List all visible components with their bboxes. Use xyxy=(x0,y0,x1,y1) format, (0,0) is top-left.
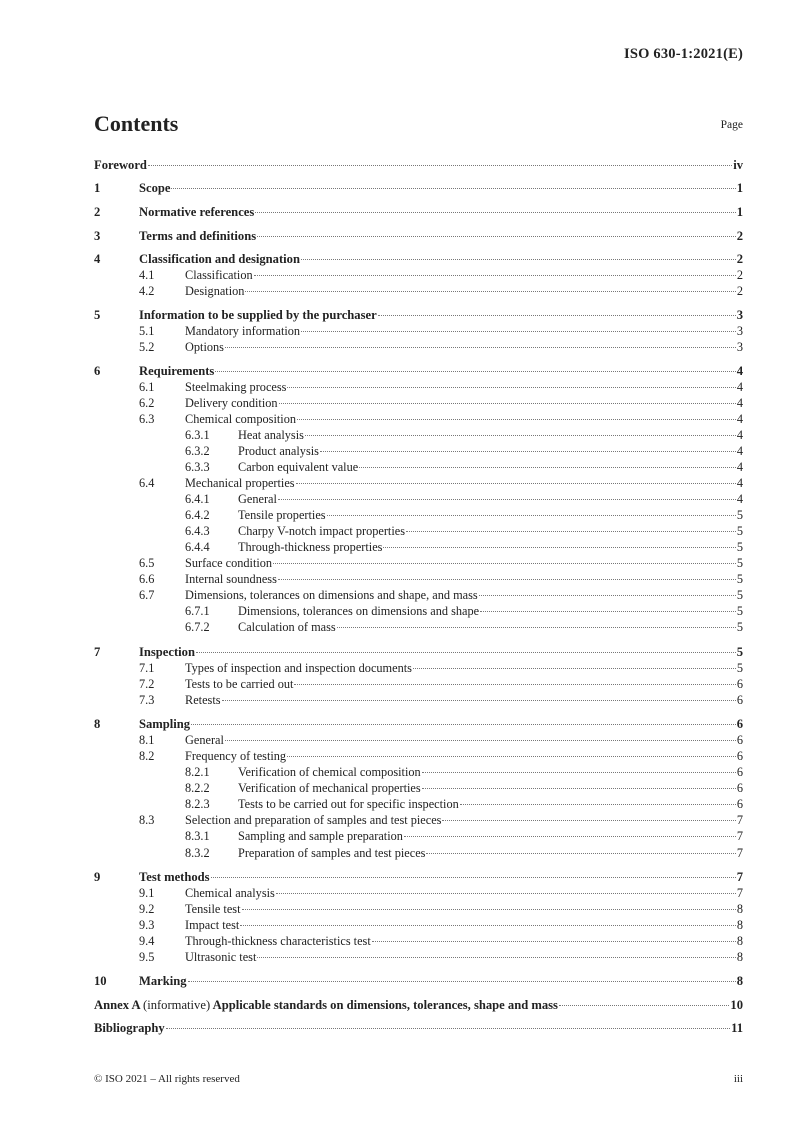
toc-entry[interactable] xyxy=(94,427,743,443)
toc-entry-text: Dimensions, tolerances on dimensions and shape, and mass xyxy=(185,588,478,602)
toc-entry[interactable] xyxy=(94,780,743,796)
toc-section-number: 5 xyxy=(94,308,101,322)
toc-entry[interactable] xyxy=(94,459,743,475)
toc-entry-text: Dimensions, tolerances on dimensions and shape xyxy=(238,604,480,618)
toc-entry-text: Frequency of testing xyxy=(185,749,287,763)
toc-page-number: 5 xyxy=(736,661,743,675)
dot-leader xyxy=(337,627,736,628)
toc-entry[interactable] xyxy=(94,363,743,379)
toc-page-number: 4 xyxy=(736,380,743,394)
dot-leader xyxy=(222,700,736,701)
toc-section-number: 9.5 xyxy=(139,950,155,964)
dot-leader xyxy=(294,684,735,685)
toc-section-number: 6.7.1 xyxy=(185,604,210,618)
toc-section-number: 3 xyxy=(94,229,101,243)
toc-entry-text: Verification of chemical composition xyxy=(238,765,421,779)
toc-entry[interactable] xyxy=(94,411,743,427)
toc-page-number: 10 xyxy=(730,998,743,1012)
toc-entry-text: Through-thickness properties xyxy=(238,540,383,554)
dot-leader xyxy=(273,563,736,564)
toc-page-number: 5 xyxy=(736,540,743,554)
toc-page-number: 2 xyxy=(736,252,743,266)
toc-page-number: 11 xyxy=(731,1021,743,1035)
toc-section-number: 4.2 xyxy=(139,284,155,298)
dot-leader xyxy=(188,981,736,982)
toc-entry[interactable] xyxy=(94,644,743,660)
dot-leader xyxy=(211,877,736,878)
toc-page-number: 5 xyxy=(736,645,743,659)
toc-page-number: 5 xyxy=(736,524,743,538)
toc-page-number: 4 xyxy=(736,460,743,474)
toc-section-number: 7.1 xyxy=(139,661,155,675)
page-number: iii xyxy=(733,1073,743,1085)
toc-entry[interactable] xyxy=(94,933,743,949)
toc-page-number: 4 xyxy=(736,492,743,506)
toc-entry[interactable] xyxy=(94,869,743,885)
toc-section-number: 8.2.3 xyxy=(185,797,210,811)
toc-section-number: 8.2 xyxy=(139,749,155,763)
toc-entry-text: Foreword xyxy=(94,158,147,172)
toc-section-number: 9.3 xyxy=(139,918,155,932)
toc-page-number: 7 xyxy=(736,829,743,843)
toc-entry[interactable] xyxy=(94,796,743,812)
toc-entry[interactable] xyxy=(94,587,743,603)
copyright-notice: © ISO 2021 – All rights reserved xyxy=(94,1073,240,1085)
toc-entry-text: Selection and preparation of samples and test pieces xyxy=(185,813,442,827)
toc-section-number: 7 xyxy=(94,645,101,659)
toc-page-number: 3 xyxy=(736,340,743,354)
toc-page-number: 5 xyxy=(736,604,743,618)
dot-leader xyxy=(305,435,736,436)
dot-leader xyxy=(559,1005,729,1006)
toc-page-number: 3 xyxy=(736,308,743,322)
toc-section-number: 6.7 xyxy=(139,588,155,602)
toc-section-number: 4.1 xyxy=(139,268,155,282)
toc-entry-text: Ultrasonic test xyxy=(185,950,257,964)
toc-section-number: 6.3.1 xyxy=(185,428,210,442)
toc-entry-text: General xyxy=(185,733,224,747)
toc-entry-text: Verification of mechanical properties xyxy=(238,781,421,795)
toc-entry[interactable] xyxy=(94,676,743,692)
toc-section-number: 6.2 xyxy=(139,396,155,410)
toc-section-number: 2 xyxy=(94,205,101,219)
toc-entry[interactable] xyxy=(94,204,743,220)
dot-leader xyxy=(320,451,736,452)
dot-leader xyxy=(287,387,735,388)
dot-leader xyxy=(359,467,736,468)
toc-entry-bibliography[interactable] xyxy=(94,1020,743,1036)
toc-section-number: 7.2 xyxy=(139,677,155,691)
page-title: Contents xyxy=(94,111,179,136)
toc-section-number: 6.4.4 xyxy=(185,540,210,554)
toc-page-number: 5 xyxy=(736,620,743,634)
toc-entry[interactable] xyxy=(94,267,743,283)
dot-leader xyxy=(422,772,736,773)
toc-entry-text: Retests xyxy=(185,693,221,707)
toc-page-number: 5 xyxy=(736,508,743,522)
toc-entry[interactable] xyxy=(94,307,743,323)
toc-page-number: 6 xyxy=(736,693,743,707)
toc-page-number: 8 xyxy=(736,902,743,916)
toc-section-number: 6.3.3 xyxy=(185,460,210,474)
toc-entry-text: General xyxy=(238,492,277,506)
toc-entry-text: Delivery condition xyxy=(185,396,278,410)
toc-page-number: 6 xyxy=(736,749,743,763)
dot-leader xyxy=(278,579,736,580)
dot-leader xyxy=(422,788,736,789)
toc-section-number: 6.1 xyxy=(139,380,155,394)
toc-section-number: 8.3 xyxy=(139,813,155,827)
dot-leader xyxy=(287,756,736,757)
toc-section-number: 6.4.1 xyxy=(185,492,210,506)
document-id: ISO 630-1:2021(E) xyxy=(624,46,743,62)
toc-entry-text: Preparation of samples and test pieces xyxy=(238,846,426,860)
toc-entry[interactable] xyxy=(94,845,743,861)
toc-section-number: 8.2.1 xyxy=(185,765,210,779)
toc-entry-text: Bibliography xyxy=(94,1021,165,1035)
toc-page-number: 7 xyxy=(736,870,743,884)
toc-entry[interactable] xyxy=(94,619,743,635)
toc-entry-text: Designation xyxy=(185,284,245,298)
toc-entry-text: Tensile test xyxy=(185,902,241,916)
toc-entry[interactable] xyxy=(94,523,743,539)
toc-entry[interactable] xyxy=(94,660,743,676)
dot-leader xyxy=(479,595,736,596)
toc-page-number: 8 xyxy=(736,934,743,948)
dot-leader xyxy=(413,668,736,669)
toc-entry-text: Information to be supplied by the purchaser xyxy=(139,308,377,322)
toc-section-number: 5.2 xyxy=(139,340,155,354)
toc-section-number: 6.3 xyxy=(139,412,155,426)
dot-leader xyxy=(327,515,736,516)
toc-entry-text: Classification and designation xyxy=(139,252,300,266)
toc-page-number: 6 xyxy=(736,717,743,731)
dot-leader xyxy=(215,371,735,372)
toc-entry[interactable] xyxy=(94,323,743,339)
toc-page-number: 4 xyxy=(736,396,743,410)
toc-page-number: 6 xyxy=(736,781,743,795)
toc-entry[interactable] xyxy=(94,555,743,571)
dot-leader xyxy=(225,347,736,348)
toc-page-number: 2 xyxy=(736,229,743,243)
toc-entry-text: Steelmaking process xyxy=(185,380,287,394)
dot-leader xyxy=(442,820,735,821)
toc-entry-text: Product analysis xyxy=(238,444,319,458)
dot-leader xyxy=(460,804,736,805)
toc-page-number: 1 xyxy=(736,181,743,195)
toc-section-number: 8.2.2 xyxy=(185,781,210,795)
toc-entry[interactable] xyxy=(94,491,743,507)
annex-title: Applicable standards on dimensions, tolerances, shape and mass xyxy=(212,998,558,1012)
toc-entry-text: Normative references xyxy=(139,205,255,219)
toc-section-number: 6.4.3 xyxy=(185,524,210,538)
dot-leader xyxy=(301,331,736,332)
dot-leader xyxy=(196,652,736,653)
toc-entry[interactable] xyxy=(94,603,743,619)
toc-entry-text: Surface condition xyxy=(185,556,273,570)
toc-page-number: 8 xyxy=(736,974,743,988)
toc-entry-text: Tests to be carried out for specific inspection xyxy=(238,797,459,811)
toc-entry-text: Carbon equivalent value xyxy=(238,460,359,474)
toc-entry-text: Chemical analysis xyxy=(185,886,275,900)
toc-entry-text: Internal soundness xyxy=(185,572,277,586)
toc-entry-text: Through-thickness characteristics test xyxy=(185,934,371,948)
toc-page-number: iv xyxy=(733,158,743,172)
toc-entry-text: Options xyxy=(185,340,224,354)
toc-section-number: 9 xyxy=(94,870,101,884)
toc-page-number: 5 xyxy=(736,556,743,570)
dot-leader xyxy=(426,853,735,854)
toc-entry[interactable] xyxy=(94,339,743,355)
toc-section-number: 6.4.2 xyxy=(185,508,210,522)
toc-entry-text: Charpy V-notch impact properties xyxy=(238,524,405,538)
toc-page-number: 5 xyxy=(736,572,743,586)
dot-leader xyxy=(166,1028,730,1029)
toc-entry[interactable] xyxy=(94,764,743,780)
dot-leader xyxy=(278,499,736,500)
dot-leader xyxy=(255,212,735,213)
toc-section-number: 6.6 xyxy=(139,572,155,586)
dot-leader xyxy=(245,291,735,292)
dot-leader xyxy=(404,836,736,837)
dot-leader xyxy=(372,941,736,942)
toc-entry[interactable] xyxy=(94,157,743,173)
toc-entry-text: Test methods xyxy=(139,870,210,884)
toc-entry[interactable] xyxy=(94,973,743,989)
toc-entry-text: Tensile properties xyxy=(238,508,326,522)
toc-page-number: 2 xyxy=(736,268,743,282)
toc-entry-text: Types of inspection and inspection documents xyxy=(185,661,412,675)
dot-leader xyxy=(225,740,736,741)
toc-section-number: 6.7.2 xyxy=(185,620,210,634)
toc-section-number: 6.3.2 xyxy=(185,444,210,458)
dot-leader xyxy=(148,165,732,166)
dot-leader xyxy=(257,957,735,958)
toc-section-number: 4 xyxy=(94,252,101,266)
dot-leader xyxy=(276,893,736,894)
toc-entry[interactable] xyxy=(94,443,743,459)
toc-entry[interactable] xyxy=(94,692,743,708)
annex-label: Annex A xyxy=(94,998,140,1012)
toc-page-number: 7 xyxy=(736,846,743,860)
toc-section-number: 9.1 xyxy=(139,886,155,900)
toc-page-number: 8 xyxy=(736,918,743,932)
dot-leader xyxy=(296,483,736,484)
toc-section-number: 7.3 xyxy=(139,693,155,707)
toc-entry-text: Sampling and sample preparation xyxy=(238,829,403,843)
toc-entry[interactable] xyxy=(94,571,743,587)
toc-page-number: 4 xyxy=(736,476,743,490)
toc-page-number: 6 xyxy=(736,677,743,691)
toc-page-number: 4 xyxy=(736,428,743,442)
toc-section-number: 6.5 xyxy=(139,556,155,570)
toc-page-number: 3 xyxy=(736,324,743,338)
toc-entry-text: Requirements xyxy=(139,364,215,378)
toc-section-number: 6.4 xyxy=(139,476,155,490)
dot-leader xyxy=(301,259,736,260)
toc-page-number: 7 xyxy=(736,813,743,827)
dot-leader xyxy=(480,611,736,612)
dot-leader xyxy=(191,724,736,725)
toc-entry[interactable] xyxy=(94,180,743,196)
toc-page-number: 4 xyxy=(736,364,743,378)
toc-entry[interactable] xyxy=(94,475,743,491)
toc-entry-text: Chemical composition xyxy=(185,412,296,426)
toc-entry-text: Mandatory information xyxy=(185,324,301,338)
dot-leader xyxy=(297,419,736,420)
toc-page-number: 2 xyxy=(736,284,743,298)
toc-entry[interactable] xyxy=(94,748,743,764)
toc-entry-text: Inspection xyxy=(139,645,195,659)
toc-page-number: 6 xyxy=(736,797,743,811)
toc-entry[interactable] xyxy=(94,901,743,917)
toc-page-number: 8 xyxy=(736,950,743,964)
toc-entry[interactable] xyxy=(94,251,743,267)
toc-entry-text: Mechanical properties xyxy=(185,476,295,490)
toc-section-number: 8.3.1 xyxy=(185,829,210,843)
toc-entry[interactable] xyxy=(94,379,743,395)
toc-section-number: 1 xyxy=(94,181,101,195)
toc-section-number: 10 xyxy=(94,974,107,988)
toc-entry-text: Impact test xyxy=(185,918,240,932)
toc-entry[interactable] xyxy=(94,917,743,933)
toc-entry-text: Calculation of mass xyxy=(238,620,336,634)
toc-section-number: 5.1 xyxy=(139,324,155,338)
toc-entry-text: Scope xyxy=(139,181,171,195)
toc-entry[interactable] xyxy=(94,283,743,299)
toc-entry-text: Tests to be carried out xyxy=(185,677,294,691)
dot-leader xyxy=(254,275,736,276)
toc-entry-text: Heat analysis xyxy=(238,428,304,442)
dot-leader xyxy=(406,531,736,532)
toc-entry[interactable] xyxy=(94,507,743,523)
dot-leader xyxy=(240,925,736,926)
dot-leader xyxy=(383,547,735,548)
toc-section-number: 8.1 xyxy=(139,733,155,747)
toc-entry[interactable] xyxy=(94,732,743,748)
toc-entry-text: Marking xyxy=(139,974,187,988)
toc-entry-text: Sampling xyxy=(139,717,191,731)
dot-leader xyxy=(242,909,736,910)
annex-type: (informative) xyxy=(143,998,211,1012)
toc-entry[interactable] xyxy=(94,949,743,965)
dot-leader xyxy=(279,403,736,404)
toc-entry[interactable] xyxy=(94,885,743,901)
toc-page-number: 5 xyxy=(736,588,743,602)
toc-entry-text: Terms and definitions xyxy=(139,229,257,243)
toc-entry[interactable] xyxy=(94,812,743,828)
toc-entry[interactable] xyxy=(94,395,743,411)
dot-leader xyxy=(257,236,736,237)
toc-section-number: 9.2 xyxy=(139,902,155,916)
dot-leader xyxy=(378,315,736,316)
toc-page-number: 4 xyxy=(736,444,743,458)
toc-page-number: 1 xyxy=(736,205,743,219)
toc-entry[interactable] xyxy=(94,539,743,555)
dot-leader xyxy=(171,188,735,189)
toc-section-number: 8.3.2 xyxy=(185,846,210,860)
toc-page-number: 4 xyxy=(736,412,743,426)
toc-entry[interactable] xyxy=(94,716,743,732)
toc-page-number: 7 xyxy=(736,886,743,900)
toc-entry-annex-a[interactable] xyxy=(94,997,743,1013)
toc-section-number: 9.4 xyxy=(139,934,155,948)
toc-entry[interactable] xyxy=(94,828,743,844)
page-column-label: Page xyxy=(720,119,743,131)
toc-section-number: 6 xyxy=(94,364,101,378)
toc-entry[interactable] xyxy=(94,228,743,244)
toc-section-number: 8 xyxy=(94,717,101,731)
toc-entry-text: Classification xyxy=(185,268,253,282)
toc-page-number: 6 xyxy=(736,733,743,747)
toc-page-number: 6 xyxy=(736,765,743,779)
